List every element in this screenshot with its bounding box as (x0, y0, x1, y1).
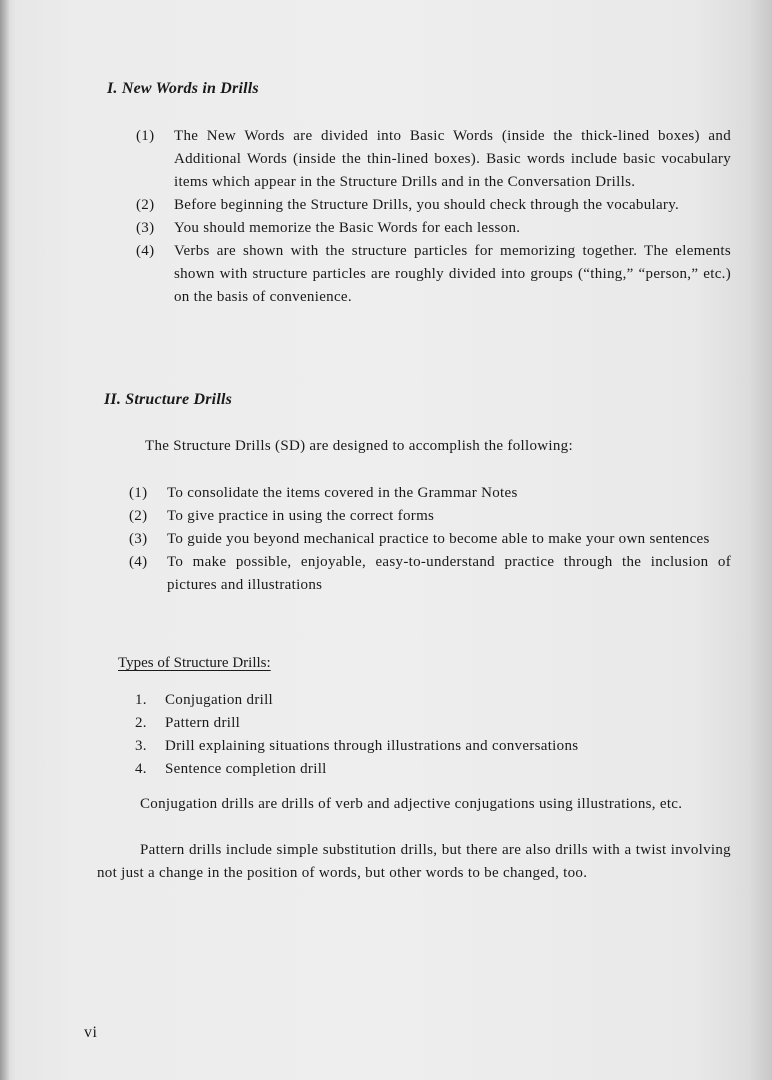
structure-drills-intro: The Structure Drills (SD) are designed to accomplish the following: (145, 438, 573, 454)
list-item (135, 735, 735, 758)
list-item-text: To make possible, enjoyable, easy-to-understand practice through the inclusion of pictures and illustrations (167, 554, 731, 593)
list-item (129, 505, 731, 528)
list-item (136, 217, 731, 240)
list-item-number: (4) (129, 554, 148, 570)
list-item (129, 482, 731, 505)
list-item-number: (4) (136, 243, 155, 259)
list-item-text: To consolidate the items covered in the Grammar Notes (167, 485, 518, 501)
page-number: vi (84, 1024, 98, 1041)
list-item-number: (1) (129, 485, 148, 501)
pattern-drills-paragraph: Pattern drills include simple substitution drills, but there are also drills with a twist involving not just a change in the position of words, but other words to be changed, too. (97, 842, 731, 881)
list-item-text: Drill explaining situations through illustrations and conversations (165, 738, 579, 754)
list-item (135, 689, 735, 712)
list-item-text: To give practice in using the correct forms (167, 508, 435, 524)
list-item-number: (1) (136, 128, 155, 144)
list-item (129, 551, 731, 597)
list-item (129, 528, 731, 551)
list-item-number: (2) (136, 197, 155, 213)
list-item-number: (2) (129, 508, 148, 524)
list-item-text: Sentence completion drill (165, 761, 327, 777)
types-of-drills-heading: Types of Structure Drills: (118, 655, 271, 671)
list-item-number: 1. (135, 692, 147, 708)
list-item-number: 4. (135, 761, 147, 777)
list-item-text: To guide you beyond mechanical practice to become able to make your own sentences (167, 531, 710, 547)
list-item (135, 758, 735, 781)
list-item-text: Before beginning the Structure Drills, you should check through the vocabulary. (174, 197, 680, 213)
structure-drills-goals-list (129, 482, 731, 597)
list-item-number: 3. (135, 738, 147, 754)
list-item-text: Pattern drill (165, 715, 241, 731)
list-item-text: Verbs are shown with the structure particles for memorizing together. The elements shown with structure particles are roughly divided into groups (“thing,” “person,” etc.) on the basis of convenience. (174, 243, 731, 305)
list-item-text: You should memorize the Basic Words for each lesson. (174, 220, 521, 236)
list-item-text: Conjugation drill (165, 692, 274, 708)
list-item-number: (3) (129, 531, 148, 547)
section-heading-structure-drills: II. Structure Drills (104, 391, 233, 408)
list-item (136, 194, 731, 217)
section-heading-new-words: I. New Words in Drills (107, 80, 259, 97)
list-item-number: (3) (136, 220, 155, 236)
drill-types-list (135, 689, 735, 781)
list-item-number: 2. (135, 715, 147, 731)
list-item (136, 125, 731, 194)
list-item (136, 240, 731, 309)
list-item (135, 712, 735, 735)
conjugation-drills-paragraph: Conjugation drills are drills of verb and adjective conjugations using illustrations, etc. (140, 796, 683, 812)
list-item-text: The New Words are divided into Basic Words (inside the thick-lined boxes) and Additional Words (inside the thin-lined boxes). Basic words include basic vocabulary items which appear in the Structure Drills and in the Conversation Drills. (174, 128, 731, 190)
new-words-list (136, 125, 731, 309)
